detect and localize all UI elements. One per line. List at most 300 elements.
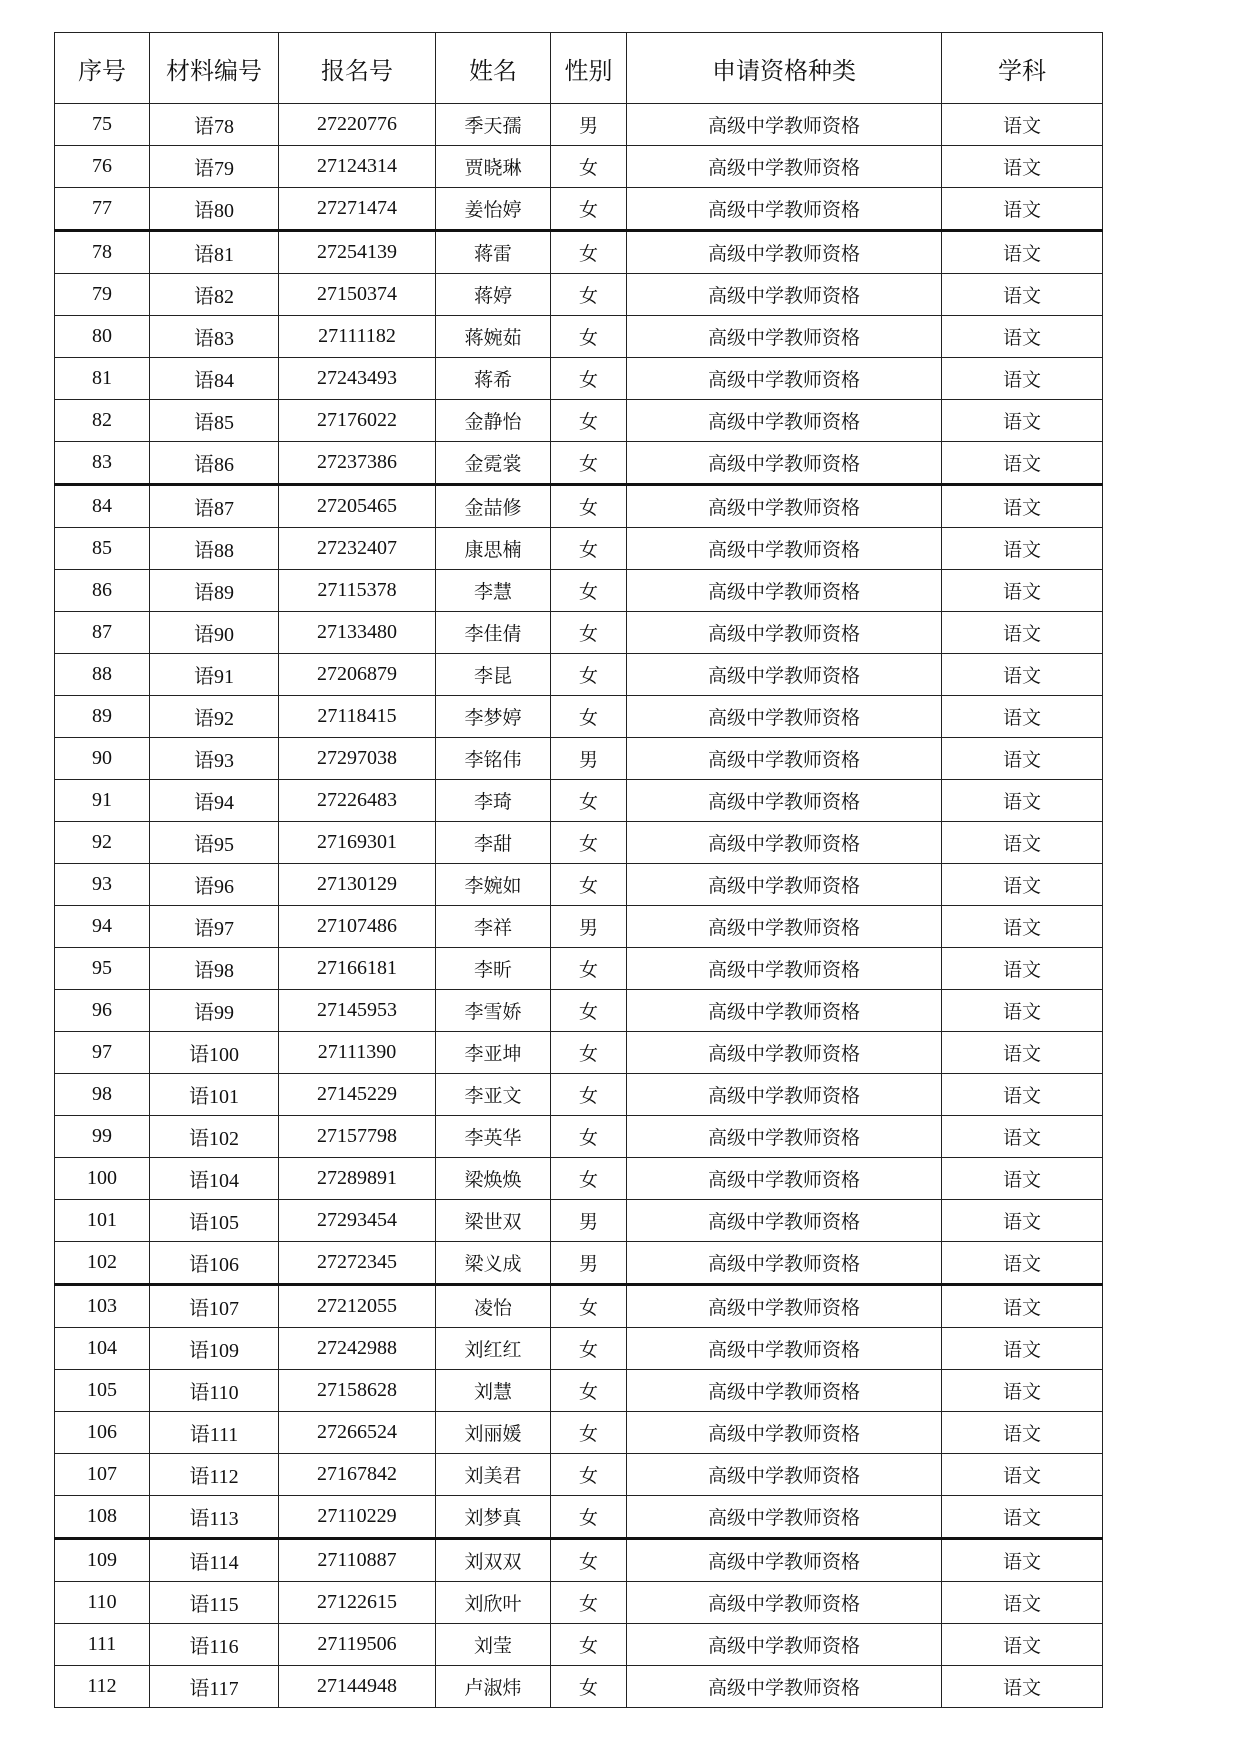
registration-number-cell: 27118415 — [279, 696, 436, 738]
subject-cell: 语文 — [942, 358, 1103, 400]
registration-number-cell: 27271474 — [279, 188, 436, 231]
name-cell: 金静怡 — [436, 400, 551, 442]
material-number-cell: 语105 — [150, 1200, 279, 1242]
gender-cell: 女 — [551, 316, 627, 358]
subject-cell: 语文 — [942, 1032, 1103, 1074]
qualification-type-cell: 高级中学教师资格 — [627, 1074, 942, 1116]
table-row — [55, 442, 1103, 485]
subject-cell: 语文 — [942, 1285, 1103, 1328]
serial-number-cell: 78 — [55, 231, 150, 274]
registration-number-cell: 27289891 — [279, 1158, 436, 1200]
material-number-cell: 语115 — [150, 1582, 279, 1624]
registration-number-cell: 27119506 — [279, 1624, 436, 1666]
serial-number-cell: 106 — [55, 1412, 150, 1454]
name-cell: 李亚坤 — [436, 1032, 551, 1074]
gender-cell: 女 — [551, 528, 627, 570]
table-row — [55, 231, 1103, 274]
name-cell: 李佳倩 — [436, 612, 551, 654]
qualification-type-cell: 高级中学教师资格 — [627, 146, 942, 188]
table-row — [55, 612, 1103, 654]
material-number-cell: 语102 — [150, 1116, 279, 1158]
serial-number-cell: 102 — [55, 1242, 150, 1285]
table-row — [55, 696, 1103, 738]
serial-number-cell: 79 — [55, 274, 150, 316]
serial-number-cell: 85 — [55, 528, 150, 570]
header-row — [55, 33, 1103, 104]
qualification-type-cell: 高级中学教师资格 — [627, 104, 942, 146]
material-number-cell: 语89 — [150, 570, 279, 612]
table-row — [55, 104, 1103, 146]
serial-number-cell: 109 — [55, 1539, 150, 1582]
subject-cell: 语文 — [942, 1074, 1103, 1116]
registration-number-cell: 27254139 — [279, 231, 436, 274]
material-number-cell: 语106 — [150, 1242, 279, 1285]
name-cell: 李祥 — [436, 906, 551, 948]
table-row — [55, 1412, 1103, 1454]
table-row — [55, 1116, 1103, 1158]
name-cell: 刘莹 — [436, 1624, 551, 1666]
subject-cell: 语文 — [942, 316, 1103, 358]
registration-number-cell: 27293454 — [279, 1200, 436, 1242]
registration-number-cell: 27150374 — [279, 274, 436, 316]
registration-number-cell: 27212055 — [279, 1285, 436, 1328]
material-number-cell: 语82 — [150, 274, 279, 316]
header-qualification-type: 申请资格种类 — [627, 33, 942, 104]
gender-cell: 女 — [551, 1496, 627, 1539]
name-cell: 刘欣叶 — [436, 1582, 551, 1624]
qualification-type-cell: 高级中学教师资格 — [627, 1158, 942, 1200]
serial-number-cell: 104 — [55, 1328, 150, 1370]
gender-cell: 女 — [551, 1074, 627, 1116]
serial-number-cell: 84 — [55, 485, 150, 528]
gender-cell: 女 — [551, 1539, 627, 1582]
subject-cell: 语文 — [942, 274, 1103, 316]
gender-cell: 女 — [551, 1454, 627, 1496]
name-cell: 卢淑炜 — [436, 1666, 551, 1708]
table-row — [55, 570, 1103, 612]
table-row — [55, 528, 1103, 570]
qualification-type-cell: 高级中学教师资格 — [627, 1285, 942, 1328]
material-number-cell: 语88 — [150, 528, 279, 570]
material-number-cell: 语113 — [150, 1496, 279, 1539]
qualification-type-cell: 高级中学教师资格 — [627, 948, 942, 990]
qualification-type-cell: 高级中学教师资格 — [627, 1666, 942, 1708]
qualification-type-cell: 高级中学教师资格 — [627, 1412, 942, 1454]
gender-cell: 女 — [551, 990, 627, 1032]
name-cell: 李甜 — [436, 822, 551, 864]
table-row — [55, 1285, 1103, 1328]
qualification-type-cell: 高级中学教师资格 — [627, 864, 942, 906]
name-cell: 姜怡婷 — [436, 188, 551, 231]
serial-number-cell: 98 — [55, 1074, 150, 1116]
registration-number-cell: 27297038 — [279, 738, 436, 780]
registration-number-cell: 27232407 — [279, 528, 436, 570]
name-cell: 季天孺 — [436, 104, 551, 146]
material-number-cell: 语117 — [150, 1666, 279, 1708]
subject-cell: 语文 — [942, 1328, 1103, 1370]
material-number-cell: 语91 — [150, 654, 279, 696]
qualification-type-cell: 高级中学教师资格 — [627, 358, 942, 400]
serial-number-cell: 96 — [55, 990, 150, 1032]
name-cell: 李英华 — [436, 1116, 551, 1158]
subject-cell: 语文 — [942, 231, 1103, 274]
material-number-cell: 语94 — [150, 780, 279, 822]
qualification-type-cell: 高级中学教师资格 — [627, 485, 942, 528]
qualification-type-cell: 高级中学教师资格 — [627, 990, 942, 1032]
serial-number-cell: 92 — [55, 822, 150, 864]
name-cell: 梁世双 — [436, 1200, 551, 1242]
material-number-cell: 语98 — [150, 948, 279, 990]
header-gender: 性别 — [551, 33, 627, 104]
table-row — [55, 188, 1103, 231]
registration-number-cell: 27237386 — [279, 442, 436, 485]
table-row — [55, 1496, 1103, 1539]
serial-number-cell: 86 — [55, 570, 150, 612]
registration-number-cell: 27206879 — [279, 654, 436, 696]
subject-cell: 语文 — [942, 104, 1103, 146]
gender-cell: 男 — [551, 738, 627, 780]
subject-cell: 语文 — [942, 1116, 1103, 1158]
registration-number-cell: 27110229 — [279, 1496, 436, 1539]
subject-cell: 语文 — [942, 1200, 1103, 1242]
serial-number-cell: 110 — [55, 1582, 150, 1624]
subject-cell: 语文 — [942, 1370, 1103, 1412]
gender-cell: 女 — [551, 822, 627, 864]
material-number-cell: 语101 — [150, 1074, 279, 1116]
registration-number-cell: 27169301 — [279, 822, 436, 864]
material-number-cell: 语78 — [150, 104, 279, 146]
subject-cell: 语文 — [942, 1496, 1103, 1539]
registration-number-cell: 27144948 — [279, 1666, 436, 1708]
name-cell: 梁义成 — [436, 1242, 551, 1285]
gender-cell: 女 — [551, 274, 627, 316]
registration-number-cell: 27220776 — [279, 104, 436, 146]
qualification-type-cell: 高级中学教师资格 — [627, 696, 942, 738]
registration-number-cell: 27158628 — [279, 1370, 436, 1412]
subject-cell: 语文 — [942, 906, 1103, 948]
qualification-type-cell: 高级中学教师资格 — [627, 1328, 942, 1370]
subject-cell: 语文 — [942, 188, 1103, 231]
serial-number-cell: 83 — [55, 442, 150, 485]
name-cell: 贾晓琳 — [436, 146, 551, 188]
material-number-cell: 语83 — [150, 316, 279, 358]
material-number-cell: 语86 — [150, 442, 279, 485]
serial-number-cell: 101 — [55, 1200, 150, 1242]
subject-cell: 语文 — [942, 1242, 1103, 1285]
gender-cell: 女 — [551, 1582, 627, 1624]
subject-cell: 语文 — [942, 146, 1103, 188]
material-number-cell: 语85 — [150, 400, 279, 442]
serial-number-cell: 87 — [55, 612, 150, 654]
table-row — [55, 1328, 1103, 1370]
subject-cell: 语文 — [942, 1582, 1103, 1624]
subject-cell: 语文 — [942, 1412, 1103, 1454]
material-number-cell: 语95 — [150, 822, 279, 864]
gender-cell: 女 — [551, 358, 627, 400]
serial-number-cell: 76 — [55, 146, 150, 188]
table-row — [55, 864, 1103, 906]
registration-number-cell: 27115378 — [279, 570, 436, 612]
gender-cell: 女 — [551, 485, 627, 528]
name-cell: 李昆 — [436, 654, 551, 696]
gender-cell: 女 — [551, 1412, 627, 1454]
header-serial-number: 序号 — [55, 33, 150, 104]
table-row — [55, 948, 1103, 990]
qualification-type-cell: 高级中学教师资格 — [627, 570, 942, 612]
qualification-type-cell: 高级中学教师资格 — [627, 1242, 942, 1285]
gender-cell: 女 — [551, 146, 627, 188]
gender-cell: 男 — [551, 1200, 627, 1242]
serial-number-cell: 105 — [55, 1370, 150, 1412]
subject-cell: 语文 — [942, 528, 1103, 570]
material-number-cell: 语81 — [150, 231, 279, 274]
table-row — [55, 358, 1103, 400]
material-number-cell: 语96 — [150, 864, 279, 906]
subject-cell: 语文 — [942, 780, 1103, 822]
registration-number-cell: 27124314 — [279, 146, 436, 188]
subject-cell: 语文 — [942, 864, 1103, 906]
material-number-cell: 语87 — [150, 485, 279, 528]
gender-cell: 女 — [551, 570, 627, 612]
table-row — [55, 1370, 1103, 1412]
serial-number-cell: 111 — [55, 1624, 150, 1666]
registration-number-cell: 27243493 — [279, 358, 436, 400]
name-cell: 刘慧 — [436, 1370, 551, 1412]
serial-number-cell: 88 — [55, 654, 150, 696]
table-row — [55, 400, 1103, 442]
registration-number-cell: 27242988 — [279, 1328, 436, 1370]
qualification-type-cell: 高级中学教师资格 — [627, 612, 942, 654]
subject-cell: 语文 — [942, 442, 1103, 485]
gender-cell: 女 — [551, 400, 627, 442]
subject-cell: 语文 — [942, 485, 1103, 528]
qualification-type-cell: 高级中学教师资格 — [627, 1200, 942, 1242]
gender-cell: 女 — [551, 442, 627, 485]
table-row — [55, 906, 1103, 948]
name-cell: 李铭伟 — [436, 738, 551, 780]
table-row — [55, 654, 1103, 696]
qualification-type-cell: 高级中学教师资格 — [627, 780, 942, 822]
name-cell: 蒋雷 — [436, 231, 551, 274]
qualification-type-cell: 高级中学教师资格 — [627, 1032, 942, 1074]
qualification-type-cell: 高级中学教师资格 — [627, 316, 942, 358]
material-number-cell: 语109 — [150, 1328, 279, 1370]
serial-number-cell: 99 — [55, 1116, 150, 1158]
registration-number-cell: 27145229 — [279, 1074, 436, 1116]
serial-number-cell: 112 — [55, 1666, 150, 1708]
serial-number-cell: 97 — [55, 1032, 150, 1074]
qualification-type-cell: 高级中学教师资格 — [627, 822, 942, 864]
table-row — [55, 738, 1103, 780]
material-number-cell: 语84 — [150, 358, 279, 400]
serial-number-cell: 103 — [55, 1285, 150, 1328]
qualification-type-cell: 高级中学教师资格 — [627, 1582, 942, 1624]
applicant-table — [54, 32, 1103, 1708]
name-cell: 蒋婉茹 — [436, 316, 551, 358]
registration-number-cell: 27205465 — [279, 485, 436, 528]
registration-number-cell: 27111182 — [279, 316, 436, 358]
gender-cell: 女 — [551, 864, 627, 906]
gender-cell: 男 — [551, 104, 627, 146]
gender-cell: 女 — [551, 1624, 627, 1666]
table-row — [55, 485, 1103, 528]
serial-number-cell: 82 — [55, 400, 150, 442]
serial-number-cell: 91 — [55, 780, 150, 822]
gender-cell: 女 — [551, 1032, 627, 1074]
serial-number-cell: 108 — [55, 1496, 150, 1539]
serial-number-cell: 80 — [55, 316, 150, 358]
table-body — [55, 104, 1103, 1708]
registration-number-cell: 27266524 — [279, 1412, 436, 1454]
serial-number-cell: 75 — [55, 104, 150, 146]
qualification-type-cell: 高级中学教师资格 — [627, 1454, 942, 1496]
qualification-type-cell: 高级中学教师资格 — [627, 1539, 942, 1582]
registration-number-cell: 27226483 — [279, 780, 436, 822]
qualification-type-cell: 高级中学教师资格 — [627, 1116, 942, 1158]
name-cell: 李亚文 — [436, 1074, 551, 1116]
gender-cell: 女 — [551, 1328, 627, 1370]
qualification-type-cell: 高级中学教师资格 — [627, 528, 942, 570]
registration-number-cell: 27176022 — [279, 400, 436, 442]
table-row — [55, 1200, 1103, 1242]
gender-cell: 女 — [551, 1666, 627, 1708]
qualification-type-cell: 高级中学教师资格 — [627, 231, 942, 274]
table-row — [55, 316, 1103, 358]
material-number-cell: 语116 — [150, 1624, 279, 1666]
table-row — [55, 822, 1103, 864]
qualification-type-cell: 高级中学教师资格 — [627, 1370, 942, 1412]
name-cell: 蒋婷 — [436, 274, 551, 316]
table-row — [55, 274, 1103, 316]
name-cell: 蒋希 — [436, 358, 551, 400]
gender-cell: 女 — [551, 1285, 627, 1328]
gender-cell: 女 — [551, 1158, 627, 1200]
serial-number-cell: 77 — [55, 188, 150, 231]
table-row — [55, 1539, 1103, 1582]
subject-cell: 语文 — [942, 696, 1103, 738]
subject-cell: 语文 — [942, 990, 1103, 1032]
name-cell: 李昕 — [436, 948, 551, 990]
qualification-type-cell: 高级中学教师资格 — [627, 1496, 942, 1539]
table-row — [55, 780, 1103, 822]
material-number-cell: 语80 — [150, 188, 279, 231]
subject-cell: 语文 — [942, 1666, 1103, 1708]
name-cell: 刘丽媛 — [436, 1412, 551, 1454]
qualification-type-cell: 高级中学教师资格 — [627, 1624, 942, 1666]
subject-cell: 语文 — [942, 1624, 1103, 1666]
subject-cell: 语文 — [942, 400, 1103, 442]
qualification-type-cell: 高级中学教师资格 — [627, 738, 942, 780]
gender-cell: 女 — [551, 231, 627, 274]
serial-number-cell: 95 — [55, 948, 150, 990]
table-row — [55, 1454, 1103, 1496]
subject-cell: 语文 — [942, 612, 1103, 654]
name-cell: 刘美君 — [436, 1454, 551, 1496]
qualification-type-cell: 高级中学教师资格 — [627, 188, 942, 231]
gender-cell: 女 — [551, 1116, 627, 1158]
material-number-cell: 语104 — [150, 1158, 279, 1200]
gender-cell: 男 — [551, 906, 627, 948]
registration-number-cell: 27130129 — [279, 864, 436, 906]
table-row — [55, 146, 1103, 188]
gender-cell: 女 — [551, 654, 627, 696]
material-number-cell: 语93 — [150, 738, 279, 780]
gender-cell: 女 — [551, 1370, 627, 1412]
subject-cell: 语文 — [942, 570, 1103, 612]
material-number-cell: 语100 — [150, 1032, 279, 1074]
name-cell: 凌怡 — [436, 1285, 551, 1328]
subject-cell: 语文 — [942, 1454, 1103, 1496]
name-cell: 李梦婷 — [436, 696, 551, 738]
name-cell: 康思楠 — [436, 528, 551, 570]
subject-cell: 语文 — [942, 1539, 1103, 1582]
registration-number-cell: 27272345 — [279, 1242, 436, 1285]
gender-cell: 女 — [551, 188, 627, 231]
gender-cell: 女 — [551, 780, 627, 822]
serial-number-cell: 89 — [55, 696, 150, 738]
qualification-type-cell: 高级中学教师资格 — [627, 654, 942, 696]
material-number-cell: 语90 — [150, 612, 279, 654]
table-row — [55, 1582, 1103, 1624]
table-row — [55, 1666, 1103, 1708]
name-cell: 金霓裳 — [436, 442, 551, 485]
qualification-type-cell: 高级中学教师资格 — [627, 906, 942, 948]
table-row — [55, 1074, 1103, 1116]
material-number-cell: 语97 — [150, 906, 279, 948]
registration-number-cell: 27110887 — [279, 1539, 436, 1582]
name-cell: 梁焕焕 — [436, 1158, 551, 1200]
subject-cell: 语文 — [942, 822, 1103, 864]
subject-cell: 语文 — [942, 738, 1103, 780]
table-row — [55, 1624, 1103, 1666]
gender-cell: 男 — [551, 1242, 627, 1285]
name-cell: 刘红红 — [436, 1328, 551, 1370]
serial-number-cell: 90 — [55, 738, 150, 780]
material-number-cell: 语107 — [150, 1285, 279, 1328]
serial-number-cell: 93 — [55, 864, 150, 906]
subject-cell: 语文 — [942, 948, 1103, 990]
serial-number-cell: 81 — [55, 358, 150, 400]
header-subject: 学科 — [942, 33, 1103, 104]
material-number-cell: 语114 — [150, 1539, 279, 1582]
material-number-cell: 语112 — [150, 1454, 279, 1496]
qualification-type-cell: 高级中学教师资格 — [627, 442, 942, 485]
table-row — [55, 1158, 1103, 1200]
gender-cell: 女 — [551, 696, 627, 738]
table-header — [55, 33, 1103, 104]
table-row — [55, 1032, 1103, 1074]
material-number-cell: 语111 — [150, 1412, 279, 1454]
registration-number-cell: 27133480 — [279, 612, 436, 654]
subject-cell: 语文 — [942, 1158, 1103, 1200]
gender-cell: 女 — [551, 612, 627, 654]
registration-number-cell: 27111390 — [279, 1032, 436, 1074]
registration-number-cell: 27167842 — [279, 1454, 436, 1496]
header-registration-number: 报名号 — [279, 33, 436, 104]
name-cell: 刘梦真 — [436, 1496, 551, 1539]
table-row — [55, 1242, 1103, 1285]
name-cell: 李雪娇 — [436, 990, 551, 1032]
gender-cell: 女 — [551, 948, 627, 990]
table-row — [55, 990, 1103, 1032]
name-cell: 李琦 — [436, 780, 551, 822]
serial-number-cell: 100 — [55, 1158, 150, 1200]
subject-cell: 语文 — [942, 654, 1103, 696]
registration-number-cell: 27107486 — [279, 906, 436, 948]
name-cell: 李婉如 — [436, 864, 551, 906]
registration-number-cell: 27145953 — [279, 990, 436, 1032]
serial-number-cell: 94 — [55, 906, 150, 948]
